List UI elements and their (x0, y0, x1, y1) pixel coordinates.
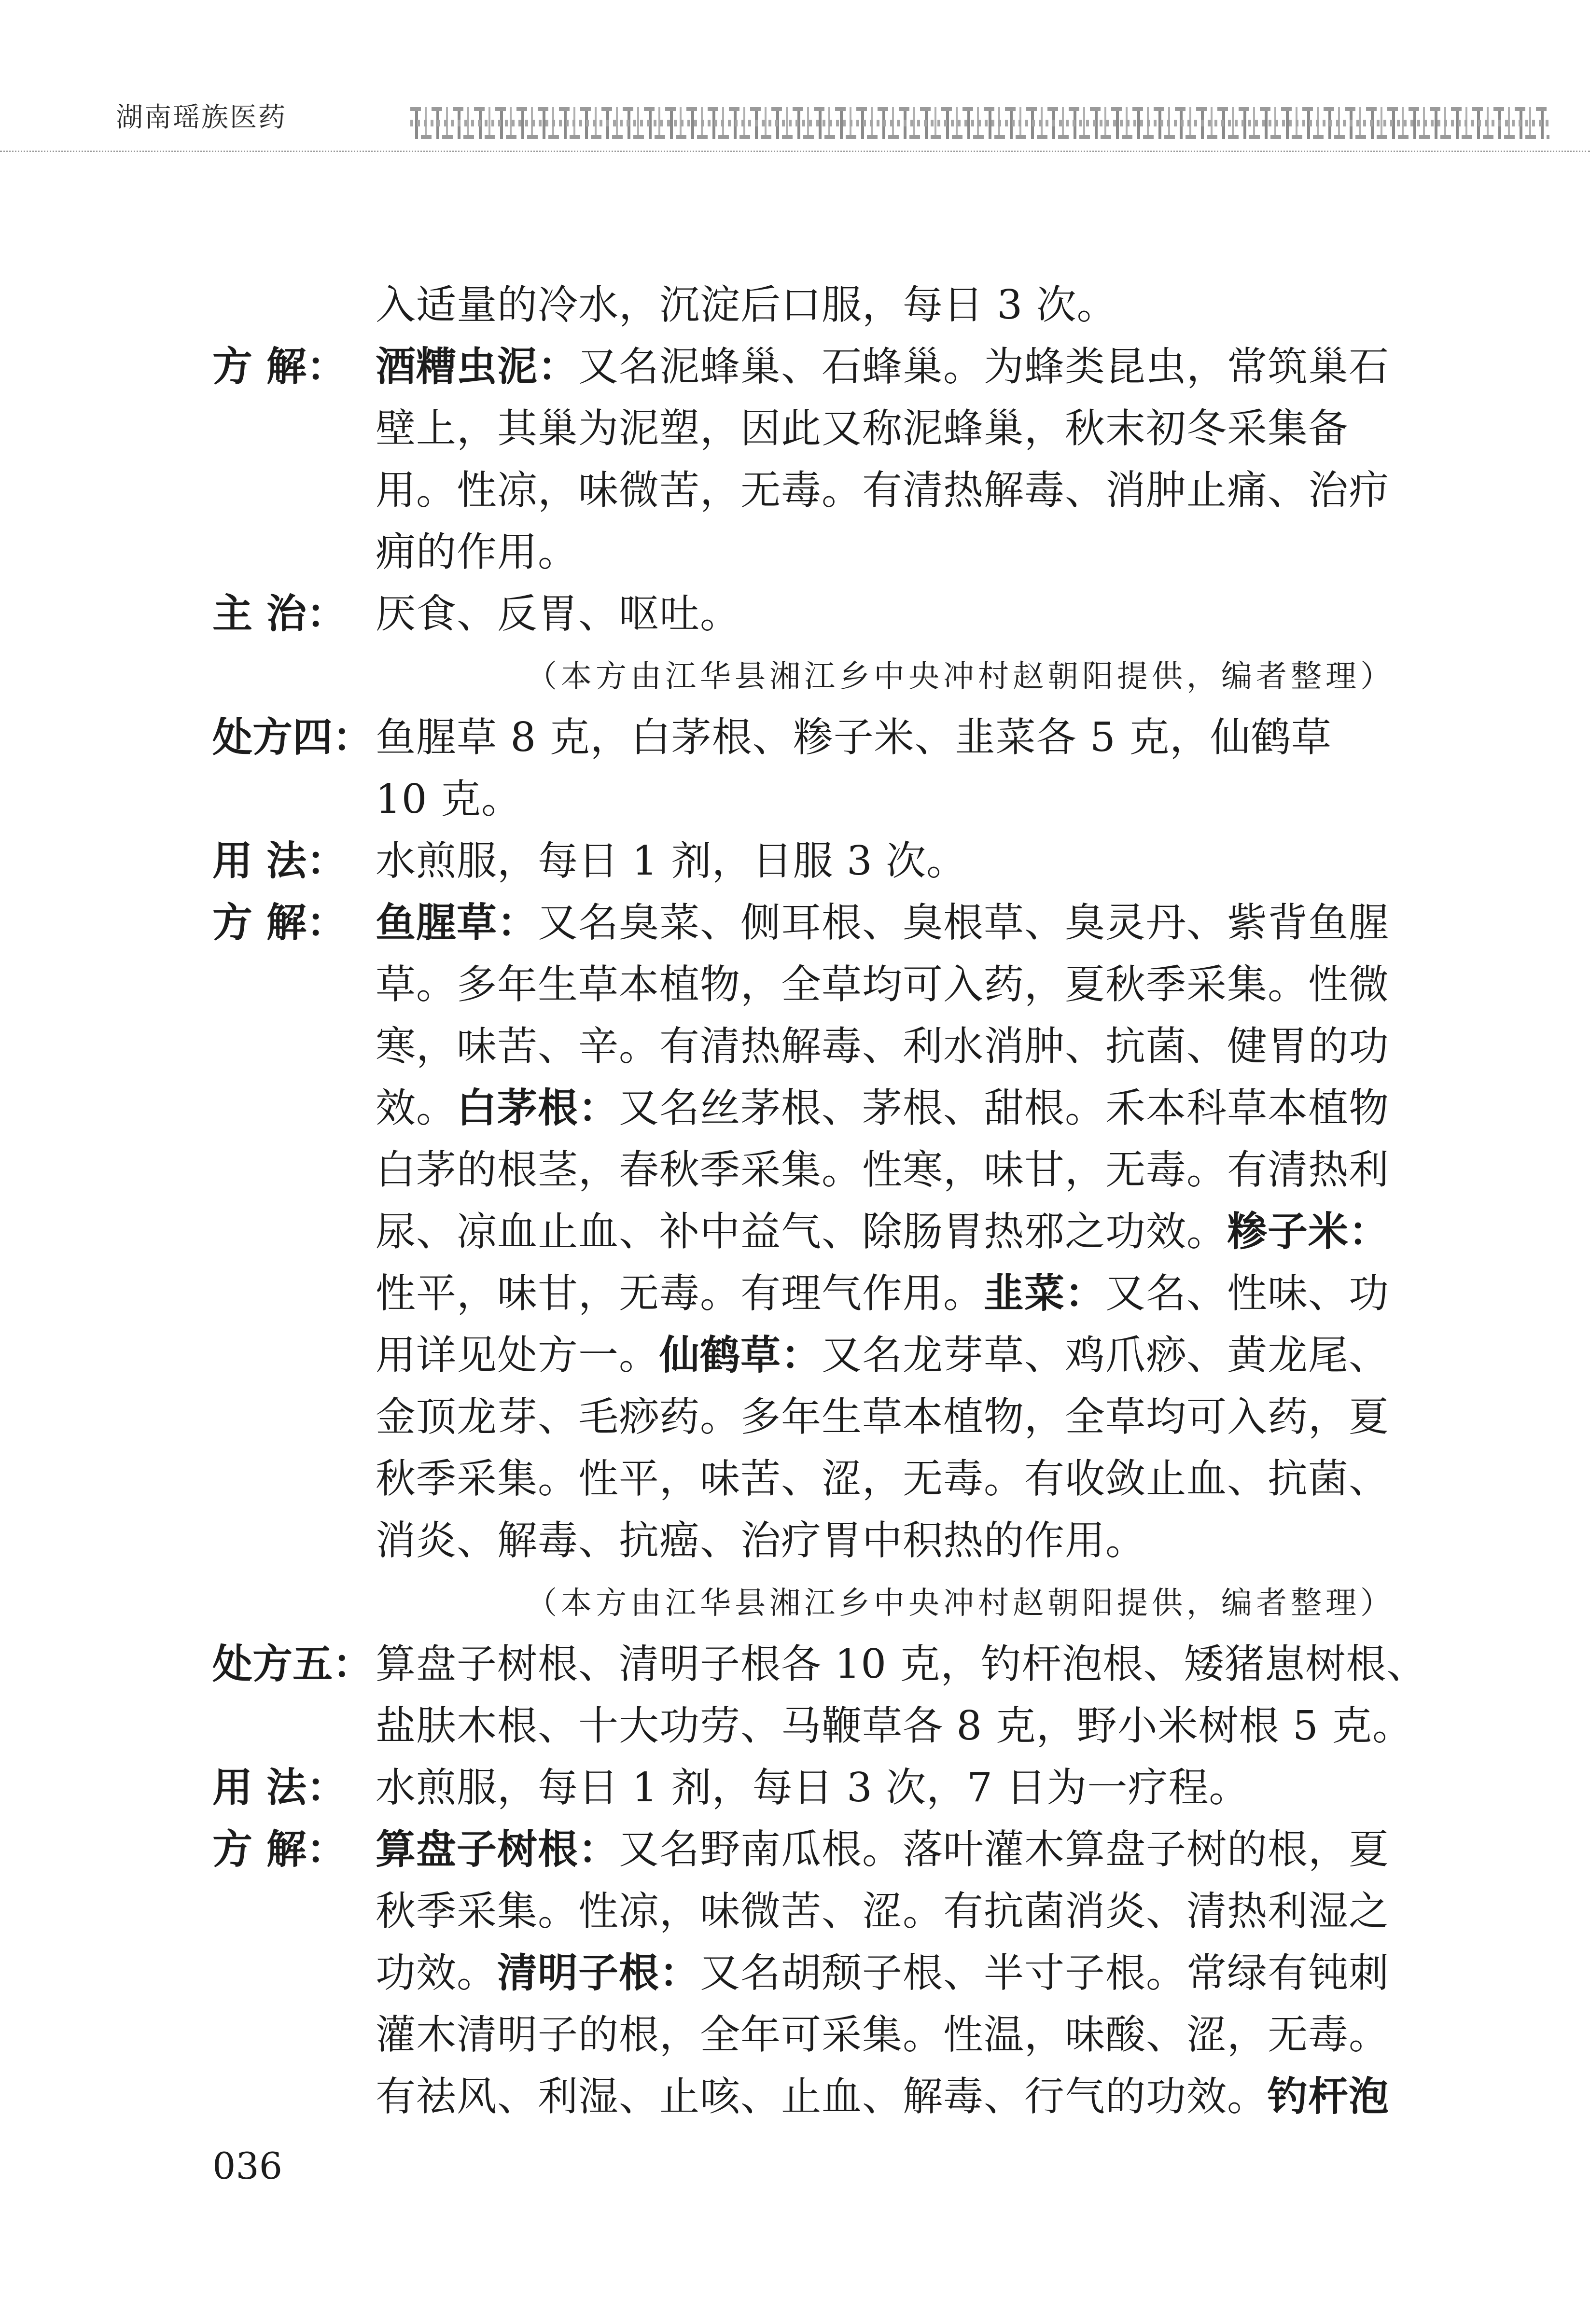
text-segment: 功效。 (376, 1949, 497, 1996)
herb-name: 糁子米： (1227, 1208, 1389, 1255)
text-line (376, 343, 1389, 390)
text-segment: 水煎服，每日 1 剂，每日 3 次，7 日为一疗程。 (376, 1764, 1250, 1811)
text-line (376, 281, 1117, 328)
text-line (376, 714, 1332, 761)
entry-label: 处方四： (212, 713, 373, 761)
text-segment: 又名龙芽草、鸡爪痧、黄龙尾、 (822, 1332, 1389, 1378)
header-ornament-band (410, 107, 1549, 139)
text-segment: 白茅的根茎，春秋季采集。性寒，味甘，无毒。有清热利 (376, 1146, 1389, 1193)
herb-name: 鱼腥草： (376, 899, 538, 946)
text-line (376, 1825, 1389, 1873)
text-segment: 寒，味苦、辛。有清热解毒、利水消肿、抗菌、健胃的功 (376, 1023, 1389, 1070)
text-line (376, 1208, 1389, 1255)
text-segment: 又名丝茅根、茅根、甜根。禾本科草本植物 (619, 1085, 1389, 1131)
running-header (0, 0, 1590, 154)
text-line (376, 467, 1389, 514)
text-segment: 水煎服，每日 1 剂，日服 3 次。 (376, 837, 967, 884)
text-segment: 秋季采集。性平，味苦、涩，无毒。有收敛止血、抗菌、 (376, 1455, 1389, 1502)
text-line (376, 1023, 1389, 1070)
text-segment: 效。 (376, 1085, 457, 1131)
source-note: （本方由江华县湘江乡中央冲村赵朝阳提供，编者整理） (526, 1586, 1395, 1621)
text-line (376, 1331, 1389, 1378)
text-line (376, 590, 740, 637)
text-segment: 又名臭菜、侧耳根、臭根草、臭灵丹、紫背鱼腥 (538, 899, 1389, 946)
herb-name: 韭菜： (984, 1269, 1105, 1317)
herb-name: 钓杆泡 (1268, 2073, 1389, 2120)
text-line (376, 1888, 1389, 1934)
text-segment: 有祛风、利湿、止咳、止血、解毒、行气的功效。 (376, 2073, 1268, 2120)
page-number: 036 (212, 2144, 283, 2187)
text-segment: 厌食、反胃、呕吐。 (376, 590, 740, 637)
header-ornament-pattern (410, 120, 1549, 126)
text-line (376, 1084, 1389, 1131)
herb-name: 算盘子树根： (376, 1825, 619, 1873)
text-segment: 又名、性味、功 (1105, 1270, 1389, 1317)
herb-name: 酒糟虫泥： (376, 343, 578, 390)
entry-label: 方 解： (212, 899, 347, 946)
text-segment: 盐肤木根、十大功劳、马鞭草各 8 克，野小米树根 5 克。 (376, 1702, 1413, 1749)
text-line (376, 405, 1349, 452)
text-segment: 又名胡颓子根、半寸子根。常绿有钝刺 (700, 1949, 1389, 1996)
text-segment: 入适量的冷水，沉淀后口服，每日 3 次。 (376, 281, 1117, 328)
text-segment: 尿、凉血止血、补中益气、除肠胃热邪之功效。 (376, 1208, 1227, 1255)
text-line (376, 529, 578, 575)
entry-label: 用 法： (212, 837, 347, 884)
text-line (376, 1393, 1389, 1440)
text-segment: 用。性凉，味微苦，无毒。有清热解毒、消肿止痛、治疖 (376, 467, 1389, 514)
text-line (376, 1641, 1427, 1687)
text-line (376, 1702, 1413, 1749)
text-segment: 鱼腥草 8 克，白茅根、糁子米、韭菜各 5 克，仙鹤草 (376, 714, 1332, 761)
text-line (376, 1146, 1389, 1193)
text-segment: 又名野南瓜根。落叶灌木算盘子树的根，夏 (619, 1826, 1389, 1873)
text-line (376, 1949, 1389, 1996)
text-line (376, 1517, 1146, 1564)
text-line (376, 837, 967, 884)
herb-name: 白茅根： (457, 1084, 619, 1131)
entry-label: 方 解： (212, 1825, 347, 1873)
text-segment: 草。多年生草本植物，全草均可入药，夏秋季采集。性微 (376, 961, 1389, 1008)
herb-name: 清明子根： (497, 1949, 700, 1996)
text-line (376, 776, 522, 822)
text-segment: 秋季采集。性凉，味微苦、涩。有抗菌消炎、清热利湿之 (376, 1888, 1389, 1934)
herb-name: 仙鹤草： (659, 1331, 822, 1378)
text-segment: 用详见处方一。 (376, 1332, 659, 1378)
text-line (376, 1764, 1250, 1811)
entry-label: 方 解： (212, 343, 347, 390)
entry-label: 主 治： (212, 590, 347, 637)
entry-label: 用 法： (212, 1764, 347, 1811)
text-segment: 10 克。 (376, 776, 522, 822)
text-segment: 痈的作用。 (376, 529, 578, 575)
text-segment: 性平，味甘，无毒。有理气作用。 (376, 1270, 984, 1317)
book-title: 湖南瑶族医药 (116, 102, 287, 133)
source-note: （本方由江华县湘江乡中央冲村赵朝阳提供，编者整理） (526, 659, 1395, 695)
text-line (376, 1455, 1389, 1502)
entry-label: 处方五： (212, 1640, 373, 1687)
text-segment: 消炎、解毒、抗癌、治疗胃中积热的作用。 (376, 1517, 1146, 1564)
text-line (376, 2073, 1389, 2120)
text-segment: 又名泥蜂巢、石蜂巢。为蜂类昆虫，常筑巢石 (578, 343, 1389, 390)
text-line (376, 899, 1389, 946)
text-segment: 算盘子树根、清明子根各 10 克，钓杆泡根、矮猪崽树根、 (376, 1641, 1427, 1687)
text-line (376, 1269, 1389, 1317)
text-segment: 灌木清明子的根，全年可采集。性温，味酸、涩，无毒。 (376, 2011, 1389, 2058)
text-line (376, 2011, 1389, 2058)
text-segment: 壁上，其巢为泥塑，因此又称泥蜂巢，秋末初冬采集备 (376, 405, 1349, 452)
text-line (376, 961, 1389, 1008)
header-divider (0, 151, 1590, 152)
text-segment: 金顶龙芽、毛痧药。多年生草本植物，全草均可入药，夏 (376, 1393, 1389, 1440)
